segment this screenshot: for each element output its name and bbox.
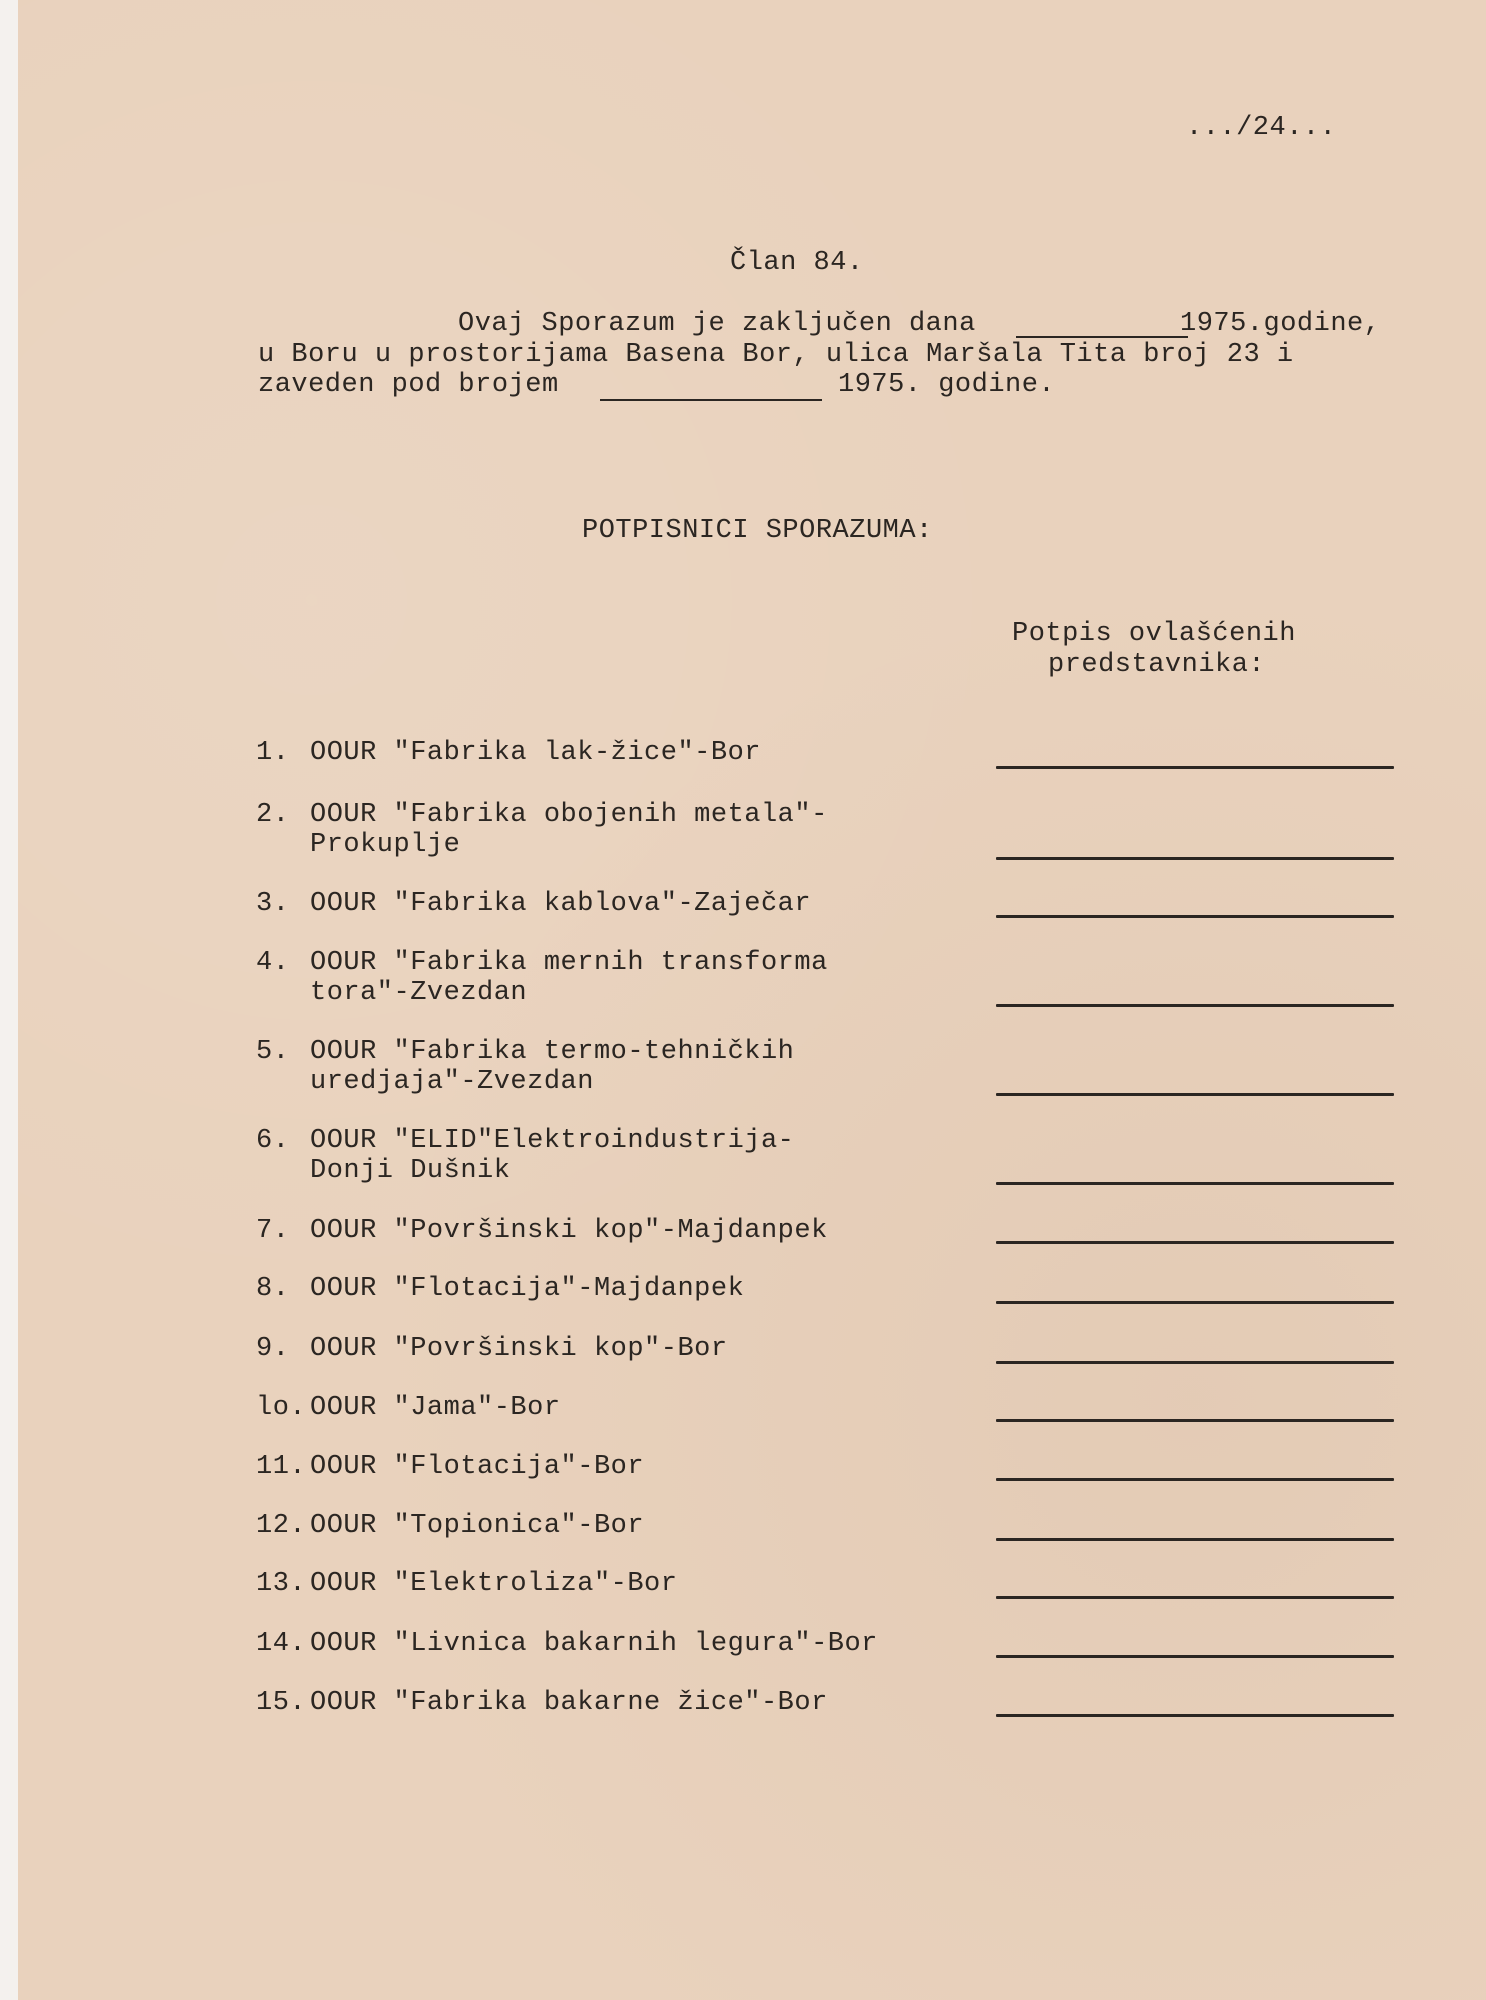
signatory-name: Donji Dušnik	[310, 1156, 511, 1186]
signatory-number: 3.	[256, 889, 290, 919]
signature-line	[996, 1419, 1394, 1422]
signatory-number: 15.	[256, 1688, 307, 1718]
signatory-number: 4.	[256, 948, 290, 978]
signatory-number: 13.	[256, 1569, 307, 1599]
signature-line	[996, 766, 1394, 769]
scan-margin	[0, 0, 18, 2000]
signatory-name: OOUR "Površinski kop"-Majdanpek	[310, 1216, 828, 1246]
signatory-number: 12.	[256, 1511, 307, 1541]
signature-line	[996, 1596, 1394, 1599]
signature-line	[996, 1182, 1394, 1185]
signature-line	[996, 1655, 1394, 1658]
signature-line	[996, 1714, 1394, 1717]
signature-line	[996, 915, 1394, 918]
signatory-name: tora"-Zvezdan	[310, 978, 528, 1008]
signatories-heading: POTPISNICI SPORAZUMA:	[582, 516, 933, 546]
page-number: .../24...	[1186, 113, 1337, 143]
signatory-name: OOUR "Topionica"-Bor	[310, 1511, 645, 1541]
signature-line	[996, 1093, 1394, 1096]
signature-column-header-line-1: Potpis ovlašćenih	[1012, 619, 1296, 649]
signature-line	[996, 1538, 1394, 1541]
signatory-number: 8.	[256, 1274, 290, 1304]
signatory-number: 7.	[256, 1216, 290, 1246]
signatory-number: 1.	[256, 738, 290, 768]
signatory-number: 2.	[256, 800, 290, 830]
signatory-name: OOUR "ELID"Elektroindustrija-	[310, 1126, 795, 1156]
signatory-name: OOUR "Fabrika lak-žice"-Bor	[310, 738, 761, 768]
signatory-number: 11.	[256, 1452, 307, 1482]
signature-line	[996, 857, 1394, 860]
paragraph-line-1b: 1975.godine,	[1180, 309, 1381, 339]
signature-line	[996, 1004, 1394, 1007]
signature-line	[996, 1241, 1394, 1244]
signatory-number: 9.	[256, 1334, 290, 1364]
signatory-name: OOUR "Flotacija"-Bor	[310, 1452, 645, 1482]
signatory-number: 6.	[256, 1126, 290, 1156]
paragraph-line-2: u Boru u prostorijama Basena Bor, ulica Maršala Tita broj 23 i	[258, 340, 1294, 370]
signatory-name: uredjaja"-Zvezdan	[310, 1067, 594, 1097]
paragraph-line-3b: 1975. godine.	[838, 370, 1056, 400]
signatory-name: OOUR "Flotacija"-Majdanpek	[310, 1274, 745, 1304]
number-blank-line	[600, 399, 822, 401]
signatory-number: lo.	[256, 1393, 307, 1423]
date-blank-line	[1016, 336, 1188, 338]
signatory-number: 5.	[256, 1037, 290, 1067]
signatory-name: OOUR "Površinski kop"-Bor	[310, 1334, 728, 1364]
signature-line	[996, 1301, 1394, 1304]
signatory-number: 14.	[256, 1629, 307, 1659]
signature-line	[996, 1361, 1394, 1364]
signatory-name: OOUR "Fabrika obojenih metala"-	[310, 800, 828, 830]
signatory-name: OOUR "Fabrika kablova"-Zaječar	[310, 889, 812, 919]
signature-column-header-line-2: predstavnika:	[1048, 650, 1266, 680]
signature-line	[996, 1478, 1394, 1481]
signatory-name: OOUR "Livnica bakarnih legura"-Bor	[310, 1629, 878, 1659]
signatory-name: OOUR "Fabrika termo-tehničkih	[310, 1037, 795, 1067]
paragraph-line-1a: Ovaj Sporazum je zaključen dana	[458, 309, 976, 339]
signatory-name: OOUR "Jama"-Bor	[310, 1393, 561, 1423]
article-title: Član 84.	[730, 248, 864, 278]
signatory-name: OOUR "Elektroliza"-Bor	[310, 1569, 678, 1599]
signatory-name: OOUR "Fabrika mernih transforma	[310, 948, 828, 978]
paragraph-line-3a: zaveden pod brojem	[258, 370, 559, 400]
document-page	[18, 0, 1486, 2000]
signatory-name: Prokuplje	[310, 830, 461, 860]
signatory-name: OOUR "Fabrika bakarne žice"-Bor	[310, 1688, 828, 1718]
